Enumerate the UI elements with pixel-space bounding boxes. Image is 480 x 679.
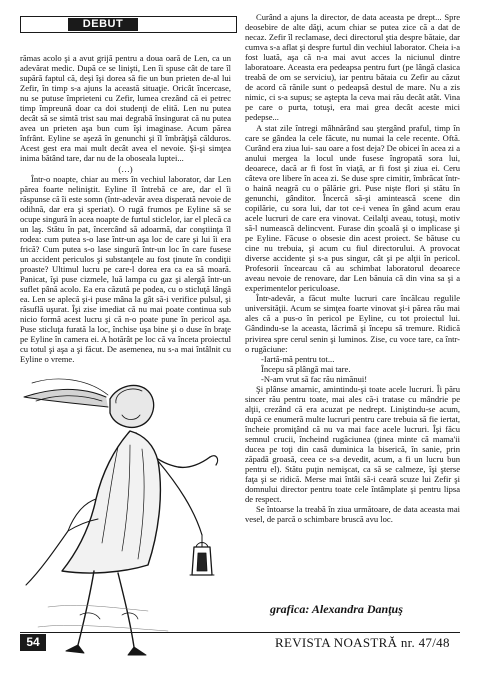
paragraph: Într-adevăr, a făcut multe lucruri care încălcau regulile universităţii. Acum se simţea foarte vinovat şi-i părea rău mai ales că a pus-o în pericol pe Eyline, cu tot proiectul lui. Gândindu-se la aceasta, lăcrimă şi începu să tremure. Ridică privirea spre cerul senin şi luminos. Zise, cu voce tare, ca într-o rugăciune:	[245, 293, 460, 354]
section-label: DEBUT	[68, 18, 138, 31]
ellipsis-separator: (…)	[118, 163, 133, 174]
paragraph: rămas acolo şi a avut grijă pentru a doua oară de Len, ca un adevărat medic. După ce se linişti, Len îi spuse cât de tare îl supără faptul că, deşi îşi dorea să fie un bun prieten de-al lui Zefir, în timp s-a ajuns la această situaţie. Oricât încercase, nu se putuse împrieteni cu Zefir, lumea crezând că ei petrec timp împreună doar ca doi studenţi de elită. Len nu putea decât să se simtă trist sau mai degrabă însingurat că nu putea avea un prieten aşa bun cum îşi imaginase. Acum părea înfrânt. Eyline se aşeză în genunchi şi îl îmbrăţişă călduros. Acest gest era mai mult decât avea el nevoie. Şi-şi simţea inima bătând tare, dar nu de la oboseala luptei...	[20, 53, 231, 164]
right-text-column	[245, 12, 460, 524]
left-text-column	[20, 53, 231, 364]
paragraph: Şi plânse amarnic, amintindu-şi toate acele lucruri. Îi păru sincer rău pentru toate, mai ales că-i tratase cu mândrie pe alţii, crezând că era acuzat pe nedrept. Liniştindu-se acum, după ce enumeră multe lucruri pentru care trebuia să fie iertat, încheie promiţând că nu va mai face acele lucruri. Îşi făcu semnul crucii, încheind rugăciunea (ţinea minte că mama'ii ducea pe toţi din casă duminica la biserică, în sanie, prin zăpadă groasă, ceea ce s-a devedit, acum, a fi un lucru bun pentru el). Stătu puţin nemişcat, ca să se calmeze, îşi şterse faţa şi se ridică. Merse mai întâi să-i ceară scuze lui Zefir şi domnului director pentru toate cele întâmplate şi pentru lipsa de respect.	[245, 383, 460, 505]
dialogue-line: -N-am vrut să fac rău nimănui!	[261, 373, 368, 384]
illustration-credit: grafica: Alexandra Danţuş	[270, 602, 403, 616]
dialogue-line: Începu să plângă mai tare.	[261, 363, 351, 374]
dialogue-line: -Iartă-mă pentru tot...	[261, 353, 335, 364]
footer-divider	[20, 632, 460, 633]
page-number: 54	[20, 634, 46, 651]
paragraph: Într-o noapte, chiar au mers în vechiul laborator, dar Len părea foarte neliniştit. Eyline îl întrebă ce are, dar el îi răspunse că îi este somn (într-adevăr avea disperată nevoie de odihnă, dar era şi speriat). O rugă frumos pe Eyline să se ocupe singură în acea noapte de furtul sticlelor, iar el plecă ca un laş. Stătu în pat, încercând să adoarmă, dar conştiinţa îl rodea: cum putea s-o lase într-un aşa loc de care şi lui îi era frică? Cum putea s-o lase singură într-un loc în care fusese un accident periculos şi substanţele au fost ţinute în condiţii proaste? Ultimul lucru pe care-l dorea era ca ea să moară. Panicat, îşi puse cizmele, luă lampa cu gaz şi alergă într-un suflet până acolo. Ea era căzută pe podea, cu o sticluţă lângă ea. Len se aplecă şi-i puse mâna la gât să-i verifice pulsul, şi răsuflă uşurat. Îşi zise imediat că nu mai poate continua sub nicio formă acest lucru şi că n-o poate pune în pericol aşa. Puse sticluţa furată la loc, închise uşa bine şi o duse în braţe pe Eyline în camera ei. A hotărât pe loc că va înceta proiectul cu totul şi aşa a şi făcut. De asemenea, nu s-a mai întâlnit cu Eyline o vreme.	[20, 173, 231, 365]
section-header-banner	[20, 16, 237, 33]
paragraph: Curând a ajuns la director, de data aceasta pe drept... Spre deosebire de alte dăţi, acum chiar se putea zice că a dat de necaz. Zefir îl reclamase, deci directorul ştia despre bătaie, dar cumva s-a aflat şi despre furtul din vechiul laborator. Cheia i-a fost luată, aşa că n-a mai avut acces la niciunul dintre laboratoare. Aceasta era pedeapsa pentru furt (pe lângă clasica treabă de om se serviciu), iar pentru bătaia cu Zefir au căzut de acord că rănile sunt o pedeapsă destul de mare. Nu a zis nimic, ci s-a supus; se aştepta la ceva mai rău decât atât. Vina pe care o purta, totuşi, era mai grea decât aceste mici pedepse...	[245, 12, 460, 123]
magazine-issue-label: REVISTA NOASTRĂ nr. 47/48	[275, 635, 450, 650]
paragraph: A stat zile întregi mâhnărând sau ştergând praful, timp în care se gândea la cele făcute, nu numai la cele recente. Oftă. Curând era ziua lui- sau oare a fost deja? De obicei în acea zi a anului mergea la locul unde fusese îngropată sora lui, deoarece, dacă ar fi fost în viaţă, ar fi fost şi ziua ei. Ceru câteva ore libere în acea zi. Se duse spre cimitir, îmbrăcat într-o haină neagră cu o pălărie gri. Puse niște flori și stătu în genunchi, gânditor. Încercă să-şi amintească scene din copilărie, cu sora lui, dar tot ce-i venea în gând acum erau acele lucruri de care era vinovat. Ceilalţi aveau, totuşi, motiv să-l numească delincvent. Furase din şcoală şi o implicase şi pe Eyline. Făcuse o obsesie din acest proiect. Se bătuse cu cine nu trebuia, şi acum cu fiul directorului. A provocat diverse accidente şi s-a pus singur, cât şi pe alţii în pericol. Profesorii încearcau că au schimbat laboratorul deoarece aveau nevoie de renovare, dar Len bănuia că din vina sa şi a experimentelor periculoase.	[245, 122, 460, 294]
paragraph: Se întoarse la treabă în ziua următoare, de data aceasta mai vesel, de parcă o schimbare bruscă avu loc.	[245, 504, 460, 525]
ink-illustration-girl-with-lantern	[18, 375, 240, 660]
